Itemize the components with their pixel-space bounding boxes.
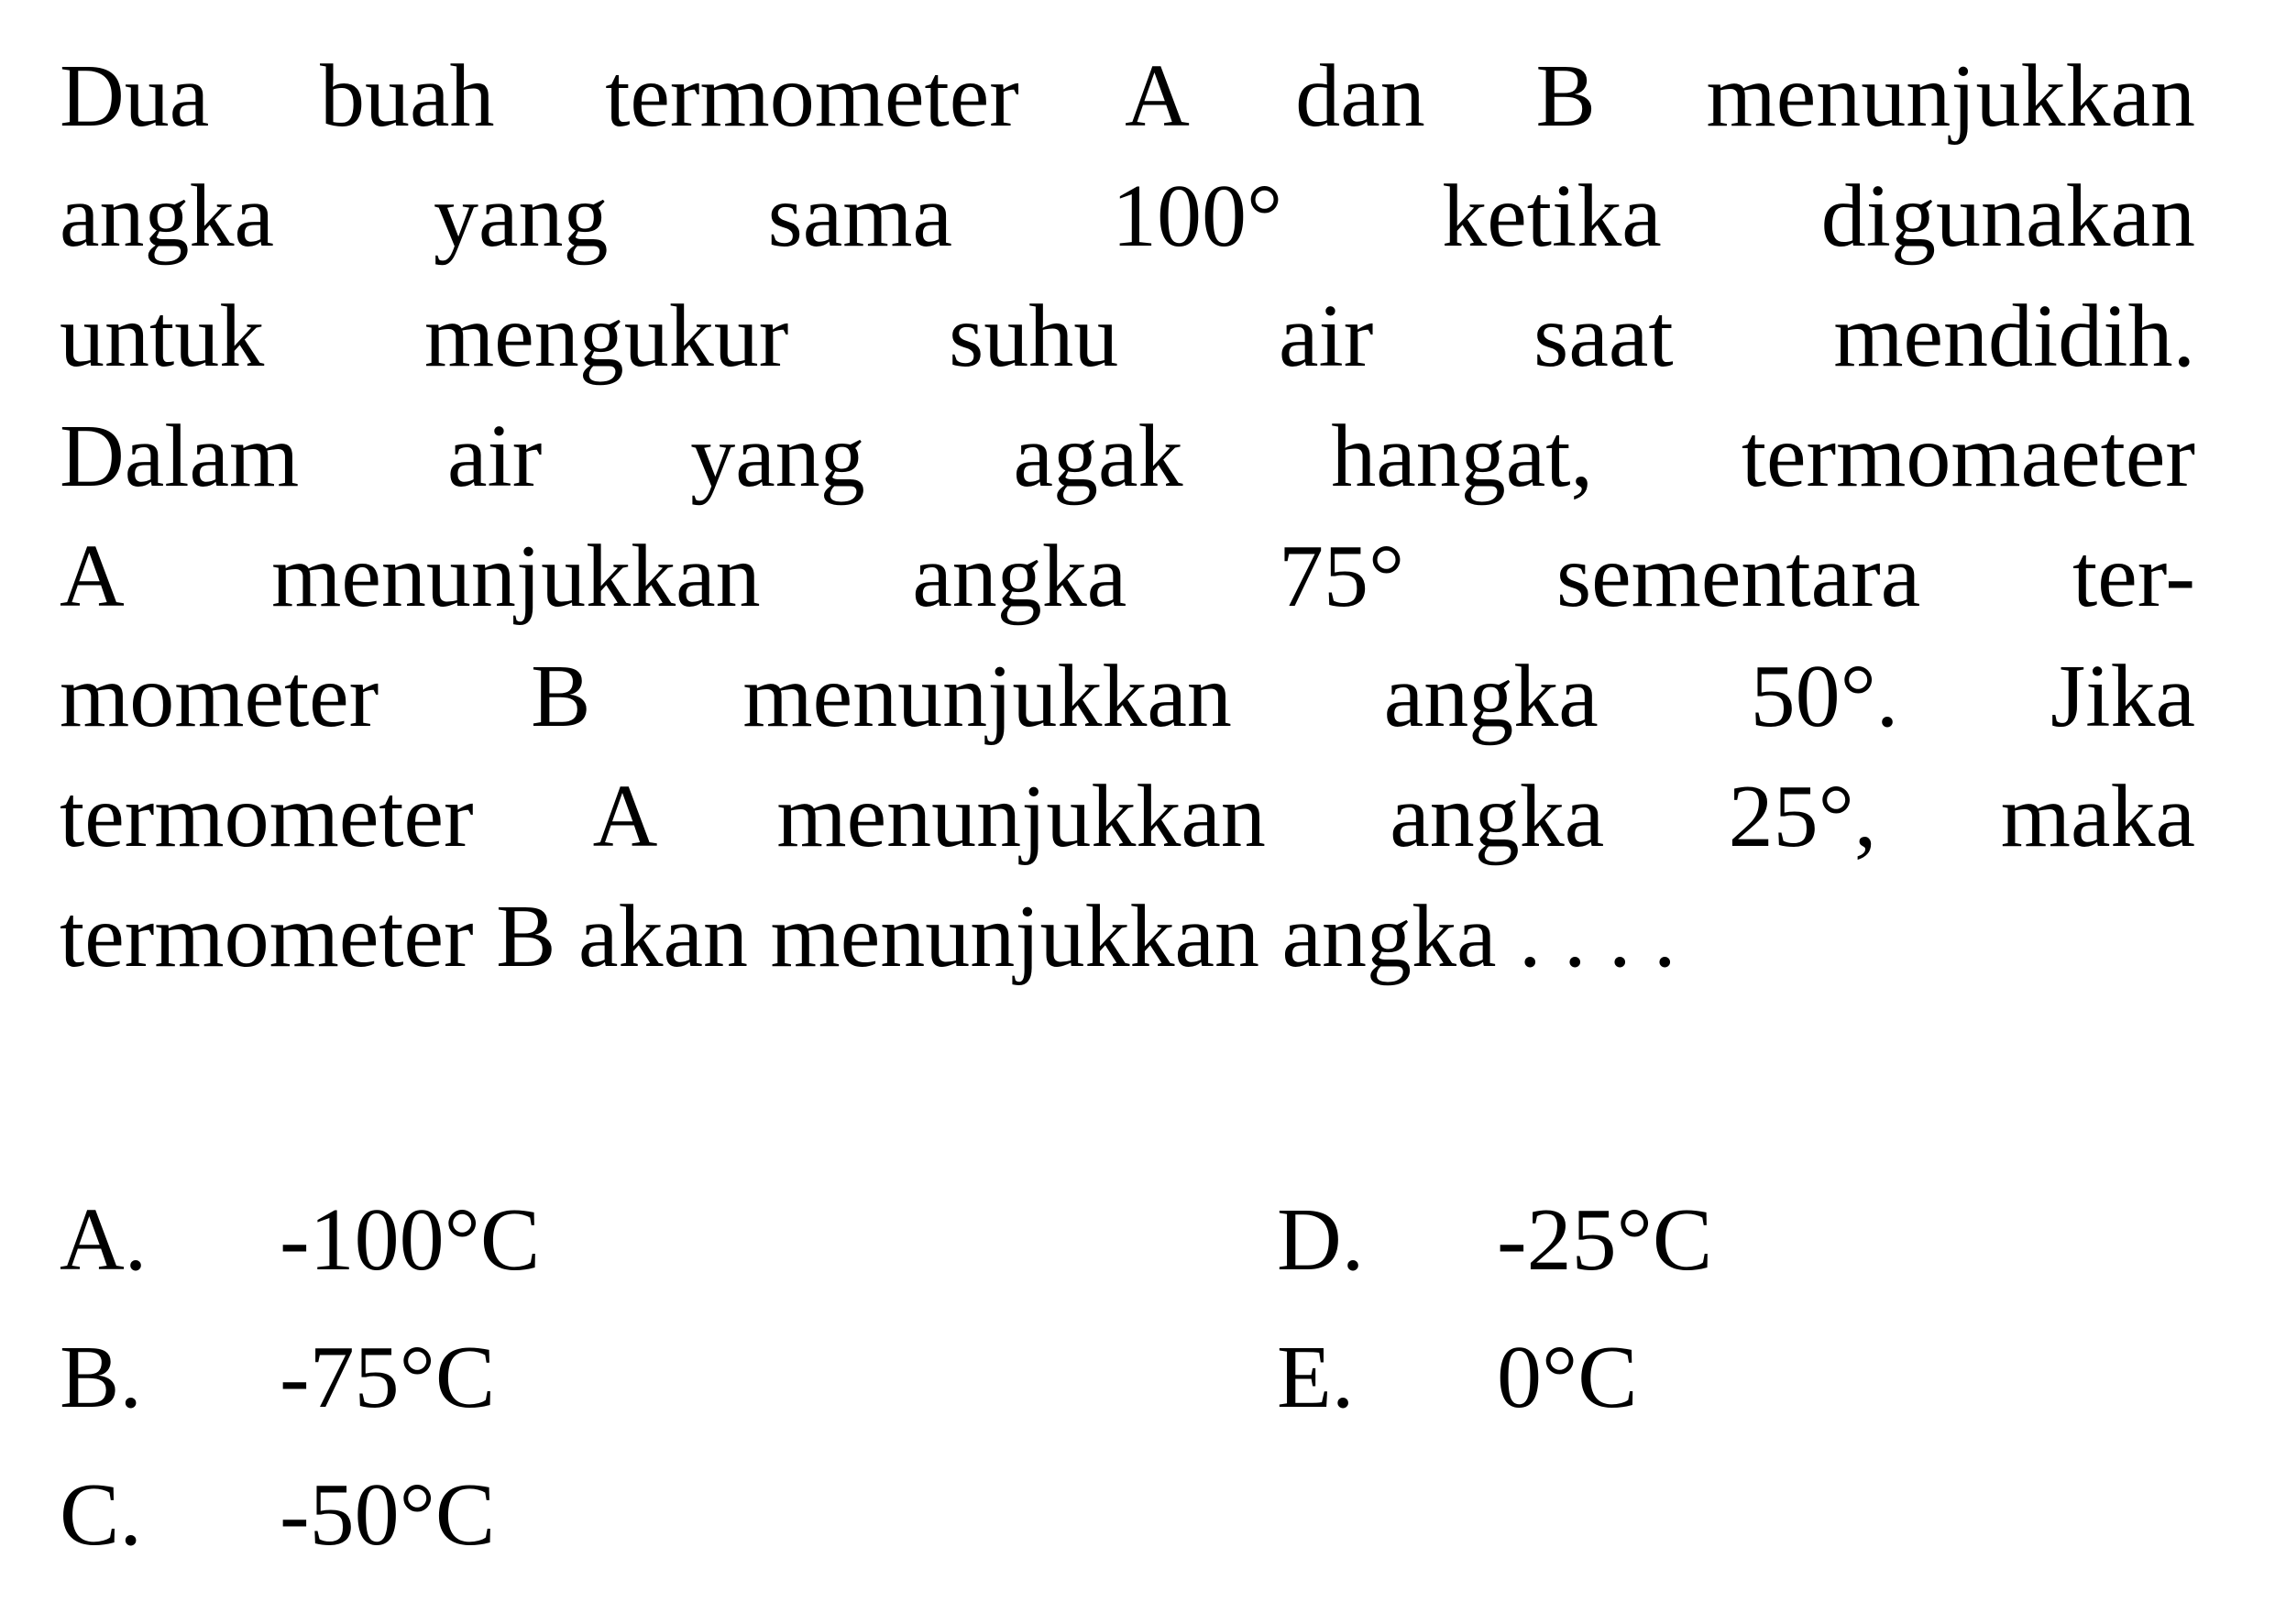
option-value: -25°C (1497, 1191, 1713, 1289)
question-line: A menunjukkan angka 75° sementara ter- (60, 527, 2195, 626)
question-line: termometer A menunjukkan angka 25°, maka (60, 767, 2195, 866)
question-line: mometer B menunjukkan angka 50°. Jika (60, 647, 2195, 746)
option-value: 0°C (1497, 1328, 1638, 1427)
question-line: termometer B akan menunjukkan angka . . . . (60, 887, 1676, 986)
question-line: angka yang sama 100° ketika digunakan (60, 167, 2195, 266)
option-value: -75°C (280, 1328, 496, 1427)
option-e (1277, 1309, 1638, 1446)
option-b (60, 1309, 495, 1446)
option-letter: B. (60, 1328, 142, 1427)
option-d (1277, 1171, 1712, 1309)
question-text (60, 37, 2195, 997)
option-a (60, 1171, 540, 1309)
answer-options (60, 1171, 2195, 1611)
option-letter: C. (60, 1465, 142, 1564)
option-value: -50°C (280, 1465, 496, 1564)
option-value: -100°C (280, 1191, 541, 1289)
option-letter: E. (1277, 1328, 1355, 1427)
question-line: Dua buah termometer A dan B menunjukkan (60, 47, 2195, 146)
option-letter: D. (1277, 1191, 1365, 1289)
option-letter: A. (60, 1191, 148, 1289)
option-c (60, 1446, 495, 1584)
question-line: untuk mengukur suhu air saat mendidih. (60, 287, 2195, 386)
question-line: Dalam air yang agak hangat, termomaeter (60, 407, 2195, 506)
